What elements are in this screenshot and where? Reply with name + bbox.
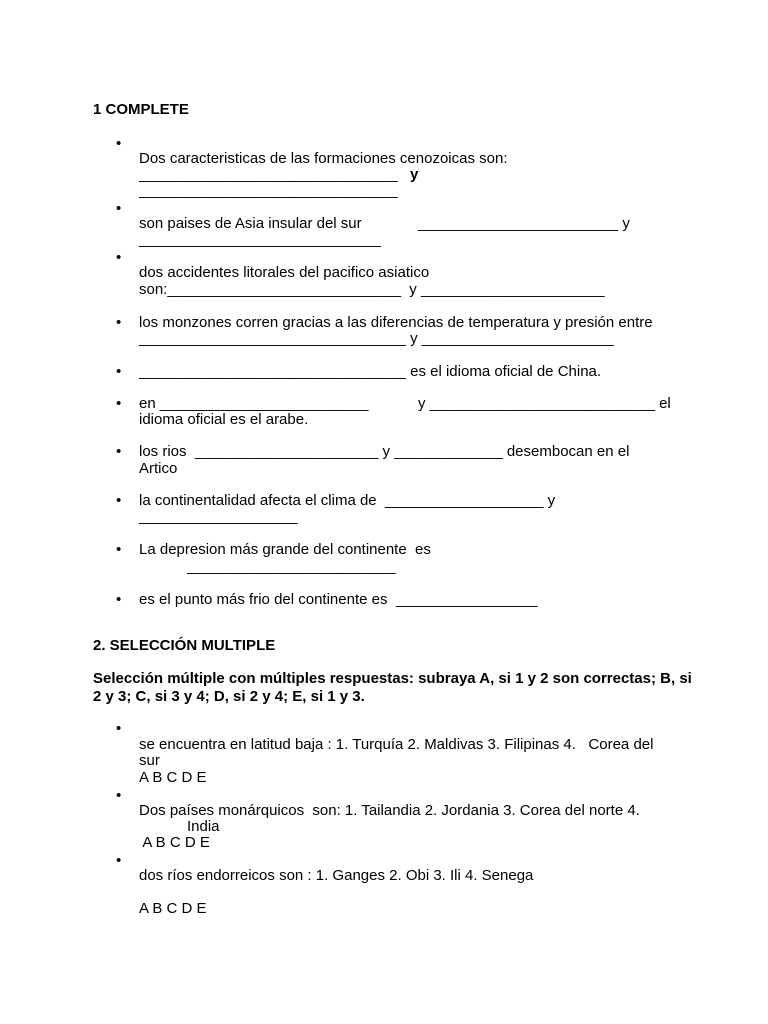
item-7-text: los rios ______________________ y _____________ desembocan en el xyxy=(139,443,630,460)
mc-3-text: dos ríos endorreicos son : 1. Ganges 2. Obi 3. Ili 4. Senega xyxy=(139,867,534,884)
bullet: • xyxy=(116,787,122,804)
item-9-text: La depresion más grande del continente es xyxy=(139,541,431,558)
item-2-blank-b: _____________________________ xyxy=(139,231,381,248)
mc-1-text: se encuentra en latitud baja : 1. Turquía 2. Maldivas 3. Filipinas 4. Corea del xyxy=(139,736,654,753)
section-2-instructions: Selección múltiple con múltiples respuestas: subraya A, si 1 y 2 son correctas; B, si 2 y 3; C, si 3 y 4; D, si 2 y 4; E, si 1 y 3. xyxy=(93,670,692,705)
bullet: • xyxy=(116,395,122,412)
item-8-blank: ___________________ xyxy=(139,508,298,525)
bullet: • xyxy=(116,314,122,331)
bullet: • xyxy=(116,852,122,869)
item-1-blank-b: _______________________________ xyxy=(139,182,398,199)
item-3-text: dos accidentes litorales del pacifico asiatico xyxy=(139,264,430,281)
item-6-text-b: y ___________________________ el xyxy=(418,395,671,412)
item-6-text-c: idioma oficial es el arabe. xyxy=(139,411,309,428)
item-2-text: son paises de Asia insular del sur xyxy=(139,215,362,232)
bullet: • xyxy=(116,492,122,509)
item-1-text: Dos caracteristicas de las formaciones cenozoicas son: xyxy=(139,150,508,167)
bullet: • xyxy=(116,135,122,152)
section-1-title: 1 COMPLETE xyxy=(93,101,189,118)
section-2-title: 2. SELECCIÓN MULTIPLE xyxy=(93,637,276,654)
item-10-text: es el punto más frio del continente es _________________ xyxy=(139,591,538,608)
item-1-y: y xyxy=(410,166,419,183)
item-7-text-b: Artico xyxy=(139,460,178,477)
item-9-blank: _________________________ xyxy=(187,558,396,575)
item-3-blanks: son:____________________________ y ______________________ xyxy=(139,281,605,298)
mc-1-options: A B C D E xyxy=(139,769,207,786)
mc-1-text-b: sur xyxy=(139,752,160,769)
bullet: • xyxy=(116,591,122,608)
bullet: • xyxy=(116,541,122,558)
mc-3-options: A B C D E xyxy=(139,900,207,917)
item-5-text: ________________________________ es el idioma oficial de China. xyxy=(139,363,602,380)
item-2-blank-a: ________________________ y xyxy=(418,215,630,232)
bullet: • xyxy=(116,200,122,217)
mc-2-options: A B C D E xyxy=(139,834,210,851)
item-1-blank-a: _______________________________ xyxy=(139,166,398,183)
mc-2-text-b: India xyxy=(187,818,220,835)
item-4-text: los monzones corren gracias a las diferencias de temperatura y presión entre xyxy=(139,314,653,331)
item-8-text: la continentalidad afecta el clima de ___________________ y xyxy=(139,492,556,509)
bullet: • xyxy=(116,443,122,460)
item-4-blanks: ________________________________ y _______________________ xyxy=(139,330,614,347)
mc-2-text: Dos países monárquicos son: 1. Tailandia 2. Jordania 3. Corea del norte 4. xyxy=(139,802,640,819)
bullet: • xyxy=(116,363,122,380)
bullet: • xyxy=(116,249,122,266)
bullet: • xyxy=(116,720,122,737)
item-6-text-a: en _________________________ xyxy=(139,395,369,412)
